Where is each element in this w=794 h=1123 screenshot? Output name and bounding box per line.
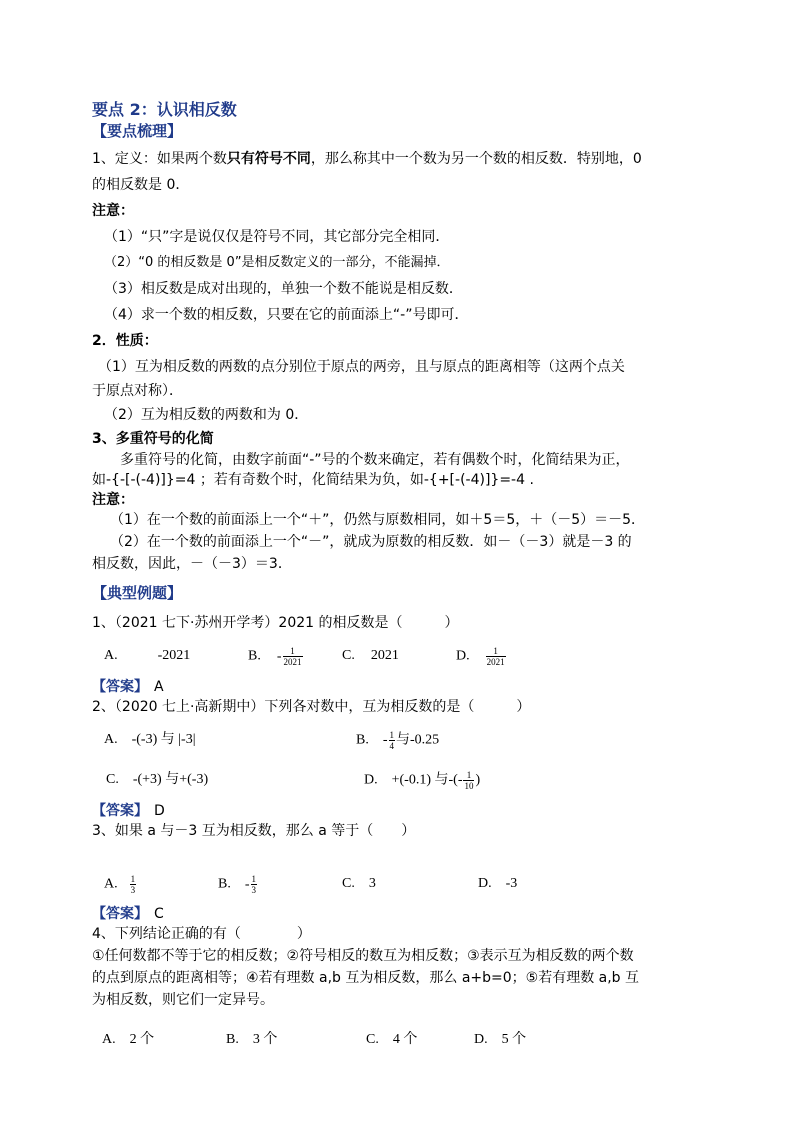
q2-option-d [364,770,480,791]
q4-statement-line-3: 为相反数，则它们一定异号。 [92,992,274,1008]
q4-option-a: A. 2 个 [102,1032,155,1047]
q2-option-a: A. -(-3) 与 |-3| [104,732,196,747]
q1-option-b-denominator: 2021 [283,657,302,667]
definition-line-1 [92,149,642,169]
property-2: （2）互为相反数的两数和为 0． [104,407,309,423]
q1-option-c-label: C. [342,648,355,663]
q2-option-d-numerator: 1 [463,770,474,781]
multi-sign-note-1: （1）在一个数的前面添上一个“＋”，仍然与原数相同，如＋5＝5，＋（－5）＝－5． [110,512,646,528]
q3-answer [92,904,164,924]
q3-option-b-label: B. [218,876,231,892]
q4-stem: 4、下列结论正确的有（ ） [92,926,311,942]
definition-text-a: 1、定义：如果两个数 [92,151,227,167]
q3-option-b-sign: - [244,876,250,892]
multi-sign-note-label: 注意： [92,492,134,508]
multi-sign-line-2: 如-{-[-(-4)]}=4 ；若有奇数个时，化简结果为负，如-{+[-(-4)]}=-4 . [92,472,534,488]
multi-sign-label: 3、多重符号的化简 [92,431,214,447]
q2-option-d-prefix: D. +(-0.1) 与-(- [364,772,463,788]
q1-stem: 1、（2021 七下·苏州开学考）2021 的相反数是（ ） [92,615,459,631]
q3-option-b-denominator: 3 [251,885,257,895]
q3-answer-value: C [154,906,164,922]
q4-option-d: D. 5 个 [474,1032,527,1047]
q2-option-b-suffix: 与-0.25 [396,732,440,748]
q1-option-b-numerator: 1 [283,646,303,657]
q1-option-d-fraction [486,646,506,667]
q1-option-a [104,646,190,666]
property-1-line-1: （1）互为相反数的两数的点分别位于原点的两旁，且与原点的距离相等（这两个点关 [98,359,625,375]
definition-text-c: ，那么称其中一个数为另一个数的相反数．特别地，0 [310,151,642,167]
q2-option-b [356,730,439,751]
q2-option-d-fraction [463,770,474,791]
q3-option-b-fraction [251,874,258,895]
q2-option-c: C. -(+3) 与+(-3) [106,772,209,787]
q2-option-b-denominator: 4 [389,741,394,751]
q4-option-b: B. 3 个 [226,1032,278,1047]
q1-option-b-label: B. [248,648,261,664]
q3-option-c: C. 3 [342,876,376,891]
definition-note-1: （1）“只”字是说仅仅是符号不同，其它部分完全相同． [104,229,450,245]
q2-option-b-prefix: B. - [356,732,388,748]
definition-note-4: （4）求一个数的相反数，只要在它的前面添上“-”号即可． [104,307,469,323]
q3-stem: 3、如果 a 与－3 互为相反数，那么 a 等于（ ） [92,823,416,839]
q2-stem: 2、（2020 七上·高新期中）下列各对数中，互为相反数的是（ ） [92,699,531,715]
q2-option-b-fraction [389,730,396,751]
q1-answer [92,677,164,697]
q1-option-d-denominator: 2021 [486,657,505,667]
q2-option-d-suffix: ) [475,772,481,788]
q3-option-b [218,874,258,895]
definition-line-2: 的相反数是 0． [92,177,190,193]
q1-answer-label: 【答案】 [92,679,148,695]
q1-option-a-label: A. [104,648,118,663]
multi-sign-note-2-line-2: 相反数，因此，－（－3）＝3． [92,556,292,572]
q1-option-b [248,646,304,667]
q3-option-a-fraction [130,874,137,895]
section-title: 要点 2：认识相反数 [92,100,237,119]
q3-option-a-label: A. [104,876,118,892]
q4-statement-line-1: ①任何数都不等于它的相反数；②符号相反的数互为相反数；③表示互为相反数的两个数 [92,948,634,964]
definition-note-3: （3）相反数是成对出现的，单独一个数不能说是相反数． [104,281,463,297]
q3-answer-label: 【答案】 [92,906,148,922]
property-label: 2．性质： [92,333,158,349]
q3-option-a-numerator: 1 [130,874,136,884]
definition-note-2: （2）“0 的相反数是 0”是相反数定义的一部分，不能漏掉． [104,255,450,270]
q1-answer-value: A [154,679,164,695]
q1-option-d-label: D. [456,648,470,664]
q4-statement-line-2: 的点到原点的距离相等；④若有理数 a,b 互为相反数，那么 a+b=0；⑤若有理数 a,b 互 [92,970,640,986]
q1-option-d [456,646,507,667]
q1-option-b-sign: - [276,648,282,664]
q4-option-c: C. 4 个 [366,1032,418,1047]
definition-note-label: 注意： [92,203,134,219]
property-1-line-2: 于原点对称）． [92,383,183,399]
q1-option-c [342,646,399,666]
q2-option-b-numerator: 1 [389,730,394,740]
q3-option-d: D. -3 [478,876,518,891]
q2-answer-value: D [154,803,165,819]
q2-answer-label: 【答案】 [92,803,148,819]
multi-sign-note-2-line-1: （2）在一个数的前面添上一个“－”，就成为原数的相反数．如－（－3）就是－3 的 [110,534,632,550]
q3-option-a-denominator: 3 [130,885,136,895]
q3-option-a [104,874,137,895]
multi-sign-line-1: 多重符号的化简，由数字前面“-”号的个数来确定，若有偶数个时，化简结果为正， [120,452,630,468]
q2-answer [92,801,165,821]
q1-option-b-fraction [283,646,303,667]
definition-emphasis: 只有符号不同 [226,151,311,167]
q1-option-a-value: -2021 [157,648,191,663]
q3-option-b-numerator: 1 [251,874,257,884]
heading-key-points: 【要点梳理】 [92,122,183,140]
q2-option-d-denominator: 10 [464,781,474,791]
q1-option-d-numerator: 1 [486,646,506,657]
heading-examples: 【典型例题】 [92,584,183,602]
q1-option-c-value: 2021 [370,648,399,663]
